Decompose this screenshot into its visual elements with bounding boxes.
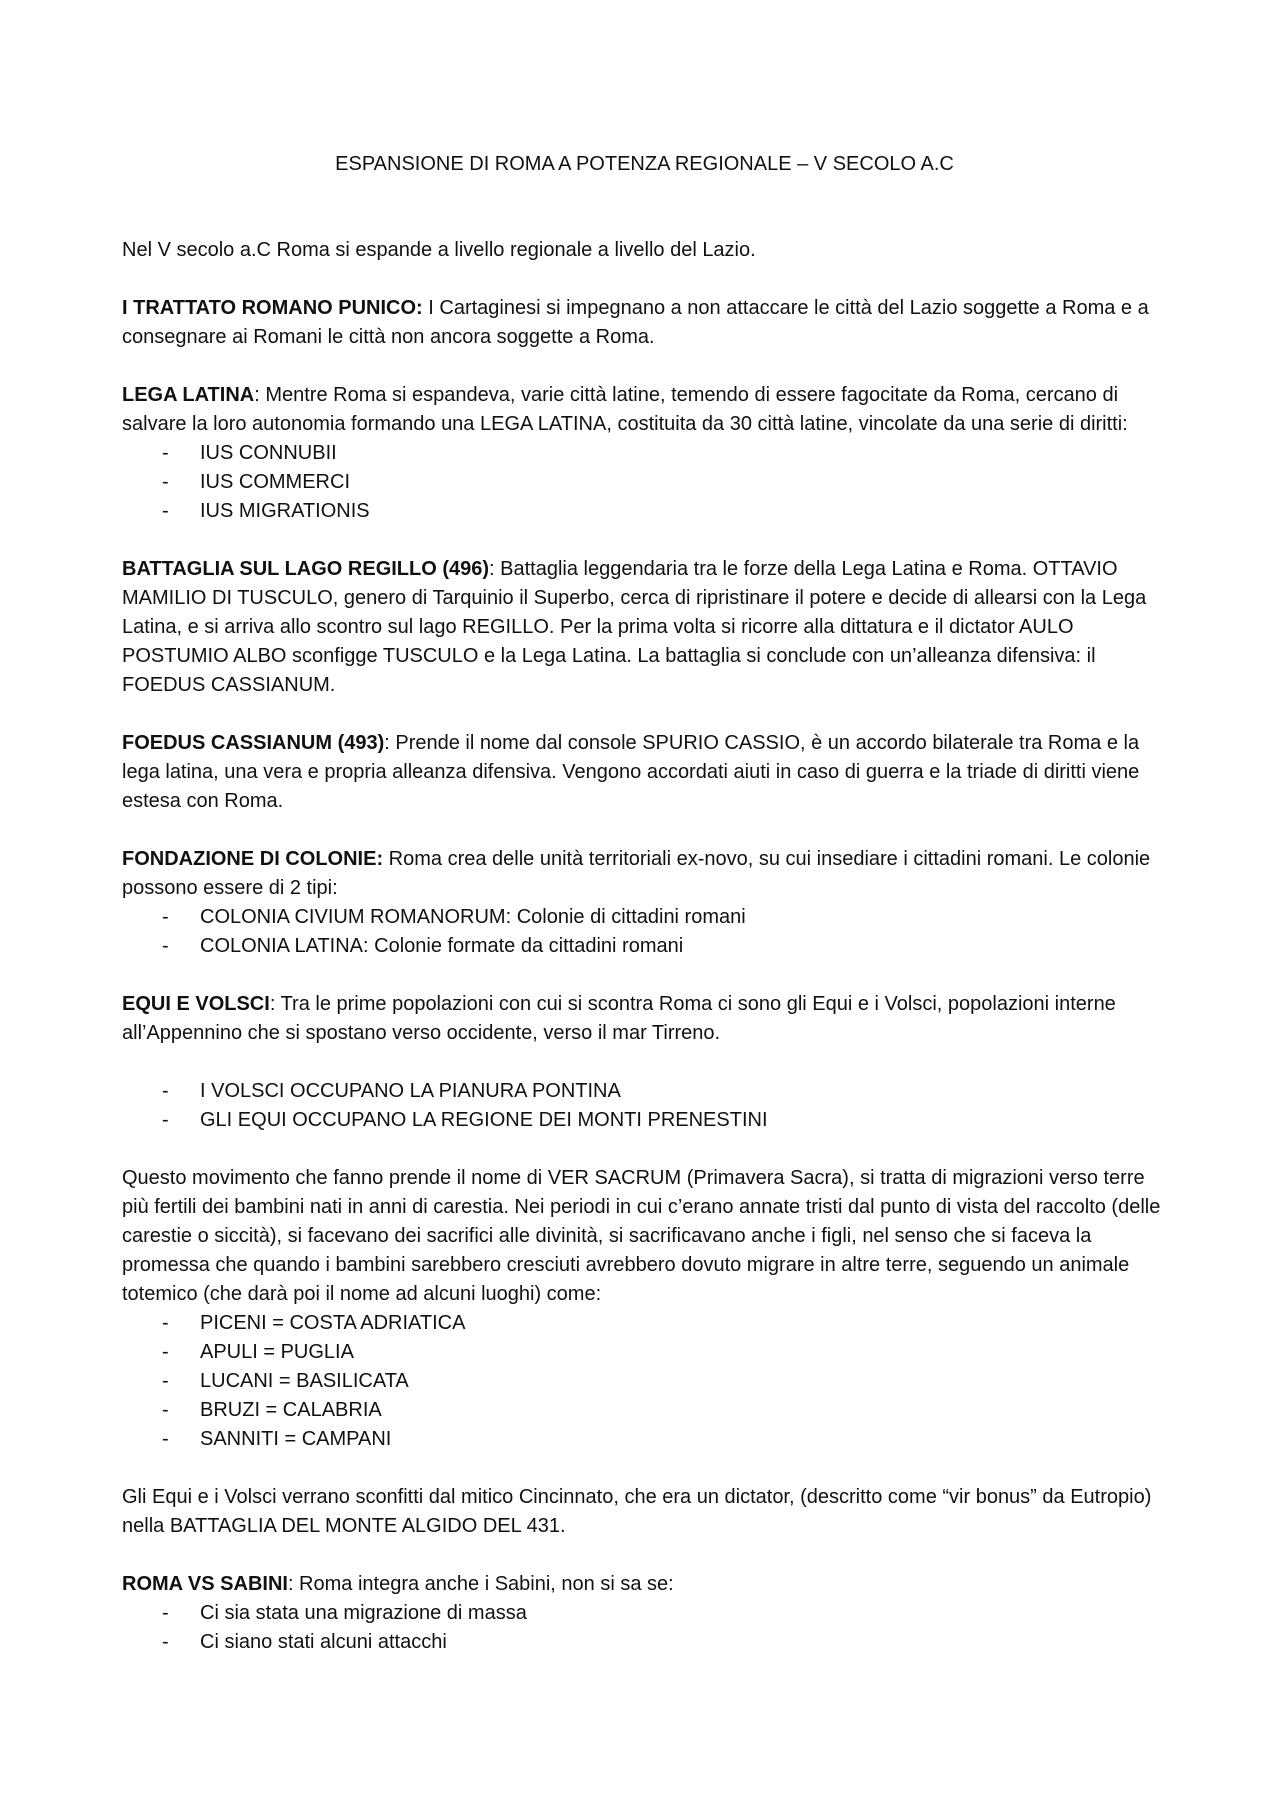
- lega-paragraph: [122, 381, 1167, 439]
- dash-bullet: -: [162, 1109, 169, 1131]
- trattato-text: I Cartaginesi si impegnano a non attaccare le città del Lazio soggette a Roma e a consegnare ai Romani le città non ancora soggette a Roma.: [122, 297, 1149, 348]
- sabini-text: : Roma integra anche i Sabini, non si sa se:: [287, 1573, 674, 1595]
- list-item: - GLI EQUI OCCUPANO LA REGIONE DEI MONTI PRENESTINI: [122, 1106, 1167, 1135]
- list-item: - COLONIA LATINA: Colonie formate da cittadini romani: [122, 932, 1167, 961]
- intro-paragraph: Nel V secolo a.C Roma si espande a livello regionale a livello del Lazio.: [122, 239, 756, 261]
- dash-bullet: -: [162, 935, 169, 957]
- equi-list: [122, 1077, 1167, 1135]
- foedus-heading: FOEDUS CASSIANUM (493): [122, 732, 385, 754]
- colonie-section: [122, 845, 1167, 961]
- list-item: - Ci sia stata una migrazione di massa: [122, 1599, 1167, 1628]
- battaglia-heading: BATTAGLIA SUL LAGO REGILLO (496): [122, 558, 490, 580]
- spacer: [122, 1048, 1167, 1077]
- dash-bullet: -: [162, 500, 169, 522]
- list-item: - APULI = PUGLIA: [122, 1338, 1167, 1367]
- colonie-heading: FONDAZIONE DI COLONIE:: [122, 848, 384, 870]
- document-page: [122, 150, 1167, 1657]
- ver-sacrum-section: [122, 1164, 1167, 1454]
- sabini-list: [122, 1599, 1167, 1657]
- list-item: - BRUZI = CALABRIA: [122, 1396, 1167, 1425]
- list-item: - IUS CONNUBII: [122, 439, 1167, 468]
- cincinnato-paragraph: Gli Equi e i Volsci verrano sconfitti dal mitico Cincinnato, che era un dictator, (descritto come “vir bonus” da Eutropio) nella BATTAGLIA DEL MONTE ALGIDO DEL 431.: [122, 1486, 1152, 1537]
- equi-heading: EQUI E VOLSCI: [122, 993, 270, 1015]
- lega-list: [122, 439, 1167, 526]
- sabini-heading: ROMA VS SABINI: [122, 1573, 288, 1595]
- trattato-paragraph: [122, 294, 1167, 352]
- list-item: - SANNITI = CAMPANI: [122, 1425, 1167, 1454]
- colonie-text: Roma crea delle unità territoriali ex-novo, su cui insediare i cittadini romani. Le colonie possono essere di 2 tipi:: [122, 848, 1151, 899]
- page-title: ESPANSIONE DI ROMA A POTENZA REGIONALE – V SECOLO A.C: [335, 153, 954, 175]
- list-item: - IUS MIGRATIONIS: [122, 497, 1167, 526]
- dash-bullet: -: [162, 906, 169, 928]
- dash-bullet: -: [162, 1631, 169, 1653]
- foedus-paragraph: [122, 729, 1167, 816]
- list-item: - PICENI = COSTA ADRIATICA: [122, 1309, 1167, 1338]
- lega-text: : Mentre Roma si espandeva, varie città latine, temendo di essere fagocitate da Roma, cercano di salvare la loro autonomia formando una LEGA LATINA, costituita da 30 città latine, vincolate da una serie di diritti:: [122, 384, 1128, 435]
- battaglia-paragraph: [122, 555, 1167, 700]
- dash-bullet: -: [162, 1341, 169, 1363]
- colonie-paragraph: [122, 845, 1167, 903]
- dash-bullet: -: [162, 1602, 169, 1624]
- dash-bullet: -: [162, 1399, 169, 1421]
- list-item: - Ci siano stati alcuni attacchi: [122, 1628, 1167, 1657]
- dash-bullet: -: [162, 442, 169, 464]
- foedus-text: : Prende il nome dal console SPURIO CASSIO, è un accordo bilaterale tra Roma e la lega latina, una vera e propria alleanza difensiva. Vengono accordati aiuti in caso di guerra e la triade di diritti viene estesa con Roma.: [122, 732, 1140, 812]
- sabini-paragraph: [122, 1570, 1167, 1599]
- equi-paragraph: [122, 990, 1167, 1048]
- list-item: - IUS COMMERCI: [122, 468, 1167, 497]
- dash-bullet: -: [162, 1080, 169, 1102]
- dash-bullet: -: [162, 471, 169, 493]
- colonie-list: [122, 903, 1167, 961]
- dash-bullet: -: [162, 1312, 169, 1334]
- lega-heading: LEGA LATINA: [122, 384, 255, 406]
- list-item: - COLONIA CIVIUM ROMANORUM: Colonie di cittadini romani: [122, 903, 1167, 932]
- equi-text: : Tra le prime popolazioni con cui si scontra Roma ci sono gli Equi e i Volsci, popolazioni interne all’Appennino che si spostano verso occidente, verso il mar Tirreno.: [122, 993, 1116, 1044]
- equi-section: [122, 990, 1167, 1135]
- dash-bullet: -: [162, 1428, 169, 1450]
- ver-sacrum-paragraph: Questo movimento che fanno prende il nome di VER SACRUM (Primavera Sacra), si tratta di migrazioni verso terre più fertili dei bambini nati in anni di carestia. Nei periodi in cui c’erano annate tristi dal punto di vista del raccolto (delle carestie o siccità), si facevano dei sacrifici alle divinità, si sacrificavano anche i figli, nel senso che si faceva la promessa che quando i bambini sarebbero cresciuti avrebbero dovuto migrare in altre terre, seguendo un animale totemico (che darà poi il nome ad alcuni luoghi) come:: [122, 1167, 1161, 1305]
- list-item: - I VOLSCI OCCUPANO LA PIANURA PONTINA: [122, 1077, 1167, 1106]
- ver-sacrum-list: [122, 1309, 1167, 1454]
- list-item: - LUCANI = BASILICATA: [122, 1367, 1167, 1396]
- lega-section: [122, 381, 1167, 526]
- sabini-section: [122, 1570, 1167, 1657]
- trattato-heading: I TRATTATO ROMANO PUNICO:: [122, 297, 423, 319]
- battaglia-text: : Battaglia leggendaria tra le forze della Lega Latina e Roma. OTTAVIO MAMILIO DI TUSCULO, genero di Tarquinio il Superbo, cerca di ripristinare il potere e decide di allearsi con la Lega Latina, e si arriva allo scontro sul lago REGILLO. Per la prima volta si ricorre alla dittatura e il dictator AULO POSTUMIO ALBO sconfigge TUSCULO e la Lega Latina. La battaglia si conclude con un’alleanza difensiva: il FOEDUS CASSIANUM.: [122, 558, 1147, 696]
- dash-bullet: -: [162, 1370, 169, 1392]
